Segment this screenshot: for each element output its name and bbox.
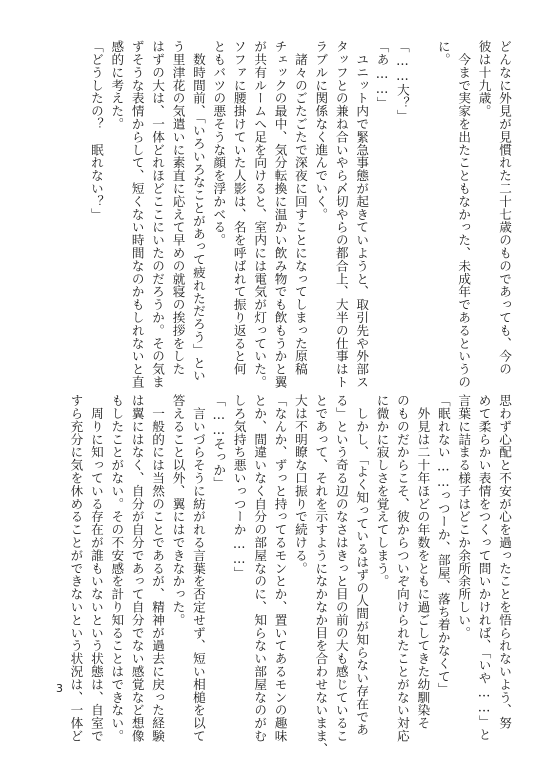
top-column: ユニット内で緊急事態が起きていようと、取引先や外部ス <box>354 40 370 389</box>
bottom-column: とであって、それを示すようになかなか目を合わせないまま、 <box>313 394 329 756</box>
top-column: 「あ……」 <box>374 40 390 110</box>
top-column: ずそうな表情からして、短くない時間なのかもしれないと直 <box>129 40 145 389</box>
bottom-column: 大は不明瞭な口振りで続ける。 <box>292 394 308 575</box>
top-column: ソファに腰掛けていた人影は、名を呼ばれて振り返ると何 <box>231 40 247 376</box>
top-column: 今まで実家を出たこともなかった、未成年であるというの <box>456 40 472 389</box>
bottom-column: 一般的には当然のことであるが、精神が過去に戻った経験 <box>150 394 166 743</box>
top-text-block <box>85 40 514 389</box>
bottom-column: 「……そっか」 <box>211 394 227 490</box>
top-column: 「……大？」 <box>394 40 410 123</box>
bottom-column: は翼にはなく、自分が自分であって自分でない感覚など想像 <box>129 394 145 743</box>
bottom-column: 「眠れない……っつーか、部屋、落ち着かなくて」 <box>435 394 451 696</box>
bottom-column: のものだからこそ、彼からついぞ向けられたことがない対応 <box>394 394 410 743</box>
top-column: に。 <box>435 40 451 66</box>
bottom-column: 答えること以外、翼にはできなかった。 <box>170 394 186 627</box>
top-column: 数時間前、「いろいろなことがあって疲れただろう」とい <box>190 40 206 382</box>
bottom-column: る」という奇る辺のなさはきっと目の前の大も感じているこ <box>333 394 349 743</box>
top-column <box>412 40 432 372</box>
bottom-column: とか、間違いなく自分の部屋なのに、知らない部屋なのがむ <box>252 394 268 743</box>
bottom-column: 思わず心配と不安が心を過ったことを悟られないよう、努 <box>497 394 512 730</box>
top-column: タッフとの兼ね合いやら〆切やらの都合上、大半の仕事はト <box>333 40 349 389</box>
bottom-column: 言いづらそうに紡がれる言葉を否定せず、短い相槌を以て <box>190 394 206 743</box>
top-column: が共有ルームへ足を向けると、室内には電気が灯っていた。 <box>252 40 268 389</box>
top-column: はずの大は、一体どれほどここにいたのだろうか。その気ま <box>150 40 166 389</box>
bottom-column: しろ気持ち悪いっつーか……」 <box>231 394 247 580</box>
top-column: 「どうしたの？ 眠れない？」 <box>88 40 104 221</box>
bottom-column: もしたことがない。その不安感を計り知ることはできない。 <box>109 394 125 743</box>
bottom-column: しかし、「よく知っているはずの人間が知らない存在であ <box>354 394 370 736</box>
top-column: う里津花の気遣いに素直に応えて早めの就寝の挨拶をした <box>170 40 186 376</box>
bottom-column: に微かに寂しさを覚えてしまう。 <box>374 394 390 588</box>
top-column: チェックの最中、気分転換に温かい飲み物でも飲もうかと翼 <box>272 40 288 389</box>
bottom-column: めて柔らかい表情をつくって問いかければ、「いや……」と <box>476 394 492 741</box>
top-column: 諸々のごたごたで深夜に回すことになってしまった原稿 <box>292 40 308 376</box>
bottom-column: 外見は二十年ほどの年数をともに過ごしてきた幼馴染そ <box>415 394 431 730</box>
top-column: 彼は十九歳。 <box>476 40 492 118</box>
bottom-column: 「なんか、ずっと持ってるモンとか、置いてあるモンの趣味 <box>272 394 288 743</box>
top-column: どんなに外見が見慣れた二十七歳のものであっても、今の <box>497 40 512 376</box>
bottom-column: 周りに知っている存在が誰もいないという状態は、自室で <box>88 394 104 743</box>
bottom-column: 言葉に詰まる様子はどこか余所余所しい。 <box>456 394 472 640</box>
top-column: 感的に考えた。 <box>109 40 125 131</box>
top-column: ラブルに関係なく進んでいく。 <box>313 40 329 221</box>
page-number: 3 <box>56 682 63 695</box>
bottom-text-block <box>65 394 514 756</box>
bottom-column: すら充分に気を休めることができないという状況は、一体ど <box>68 394 84 743</box>
top-column: ともバツの悪そうな顔を浮かべる。 <box>211 40 227 247</box>
